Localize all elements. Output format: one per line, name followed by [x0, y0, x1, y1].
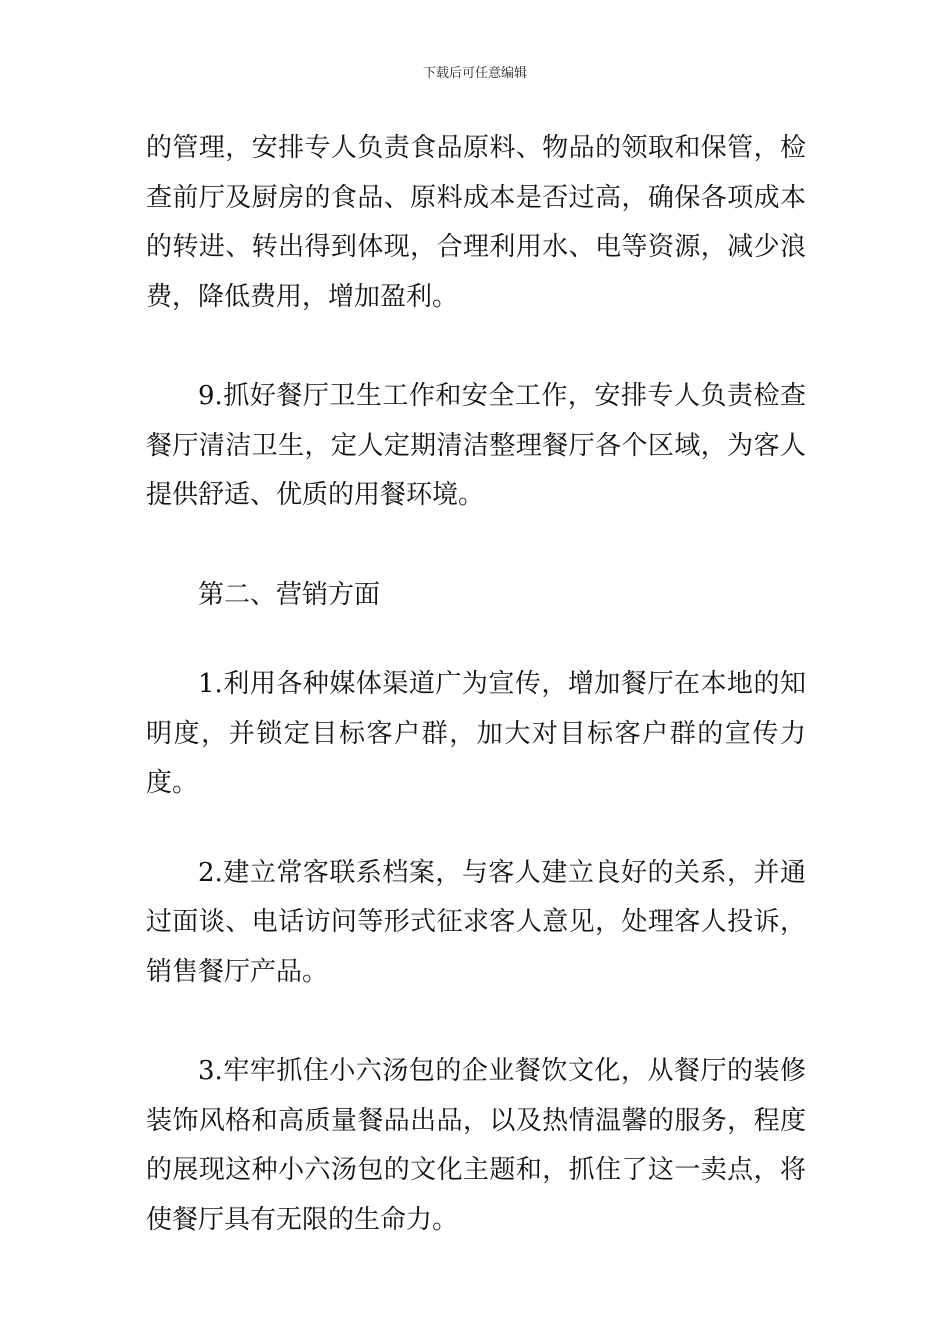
paragraph-item-9: 9.抓好餐厅卫生工作和安全工作，安排专人负责检查餐厅清洁卫生，定人定期清洁整理餐厅各个区域，为客人提供舒适、优质的用餐环境。	[146, 381, 806, 510]
document-body	[146, 124, 806, 1245]
page-header-note: 下载后可任意编辑	[422, 66, 527, 81]
paragraph-item-3: 3.牢牢抓住小六汤包的企业餐饮文化，从餐厅的装修装饰风格和高质量餐品出品，以及热情温馨的服务，程度的展现这种小六汤包的文化主题和，抓住了这一卖点，将使餐厅具有无限的生命力。	[146, 1056, 806, 1235]
section-heading-marketing: 第二、营销方面	[198, 579, 381, 610]
paragraph-item-2: 2.建立常客联系档案，与客人建立良好的关系，并通过面谈、电话访问等形式征求客人意见，处理客人投诉，销售餐厅产品。	[146, 857, 806, 987]
paragraph-cost-management: 的管理，安排专人负责食品原料、物品的领取和保管，检查前厅及厨房的食品、原料成本是否过高，确保各项成本的转进、转出得到体现，合理利用水、电等资源，减少浪费，降低费用，增加盈利。	[146, 133, 806, 312]
paragraph-item-1: 1.利用各种媒体渠道广为宣传，增加餐厅在本地的知明度，并锁定目标客户群，加大对目标客户群的宣传力度。	[146, 669, 806, 798]
